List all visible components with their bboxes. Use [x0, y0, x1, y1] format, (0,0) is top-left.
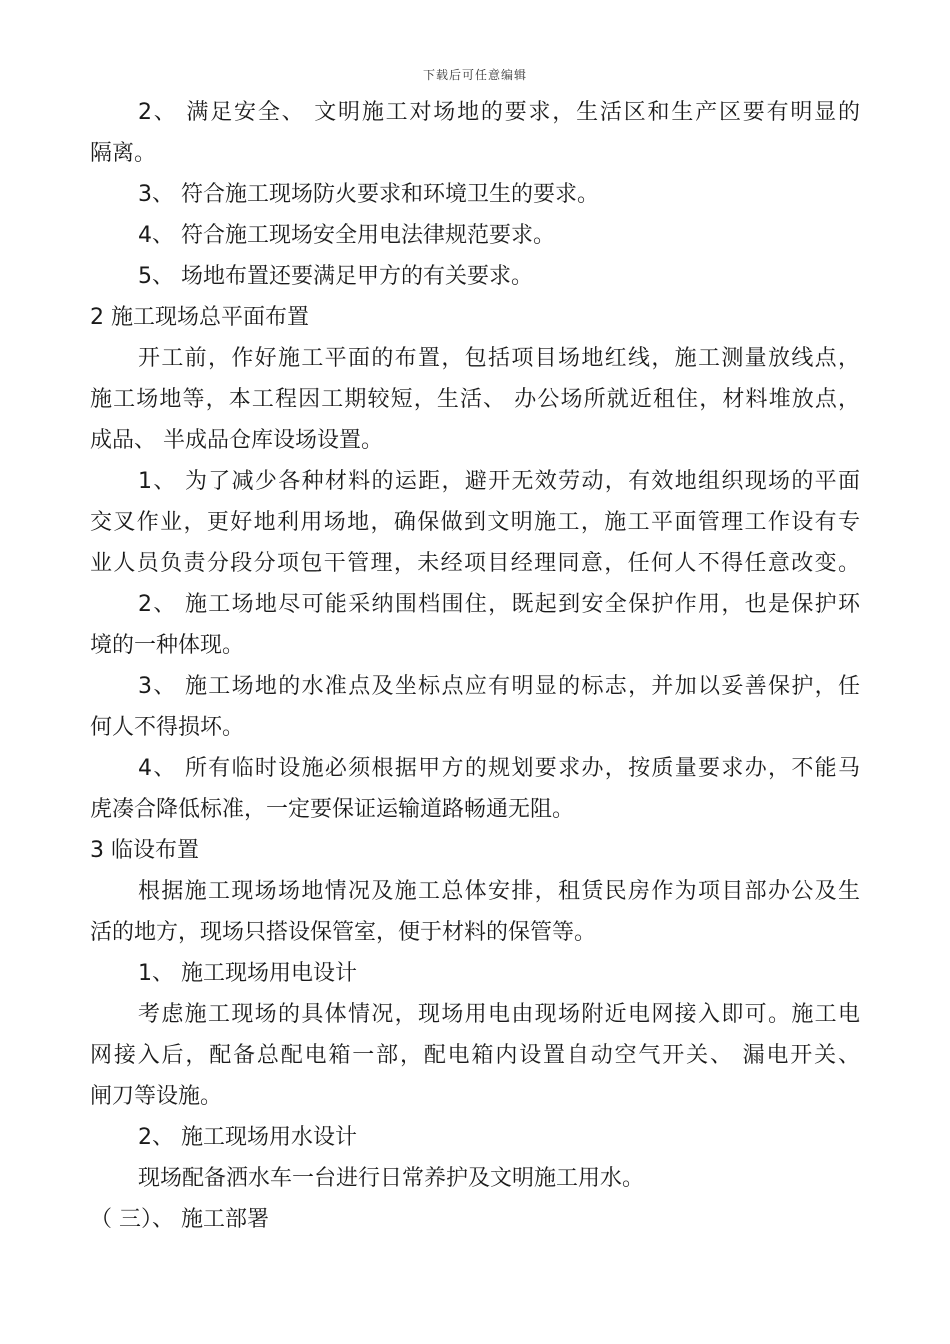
- text-line: 施工场地等，本工程因工期较短，生活、 办公场所就近租住，材料堆放点，: [90, 387, 860, 412]
- text-line: 活的地方，现场只搭设保管室，便于材料的保管等。: [90, 920, 597, 945]
- text-line: 1、 为了减少各种材料的运距，避开无效劳动，有效地组织现场的平面: [138, 469, 860, 494]
- text-line: 3 临设布置: [90, 838, 199, 863]
- text-line: 网接入后，配备总配电箱一部，配电箱内设置自动空气开关、 漏电开关、: [90, 1043, 860, 1068]
- text-line: 2、 施工场地尽可能采纳围档围住，既起到安全保护作用，也是保护环: [138, 592, 860, 617]
- text-line: 交叉作业，更好地利用场地，确保做到文明施工，施工平面管理工作设有专: [90, 510, 860, 535]
- text-line: 3、 施工场地的水准点及坐标点应有明显的标志，并加以妥善保护，任: [138, 674, 860, 699]
- page-header: 下载后可任意编辑: [422, 68, 527, 82]
- text-line: 业人员负责分段分项包干管理，未经项目经理同意，任何人不得任意改变。: [90, 551, 860, 576]
- text-line: 4、 所有临时设施必须根据甲方的规划要求办，按质量要求办，不能马: [138, 756, 860, 781]
- text-line: 何人不得损坏。: [90, 715, 245, 740]
- text-line: 2、 施工现场用水设计: [138, 1125, 357, 1150]
- text-line: 2、 满足安全、 文明施工对场地的要求，生活区和生产区要有明显的: [138, 100, 860, 125]
- text-line: 3、 符合施工现场防火要求和环境卫生的要求。: [138, 182, 599, 207]
- text-line: 5、 场地布置还要满足甲方的有关要求。: [138, 264, 533, 289]
- text-line: 闸刀等设施。: [90, 1084, 223, 1109]
- text-line: 隔离。: [90, 141, 157, 166]
- text-line: 考虑施工现场的具体情况，现场用电由现场附近电网接入即可。施工电: [138, 1002, 860, 1027]
- text-line: 现场配备洒水车一台进行日常养护及文明施工用水。: [138, 1166, 645, 1191]
- text-line: 1、 施工现场用电设计: [138, 961, 357, 986]
- text-line: 2 施工现场总平面布置: [90, 305, 309, 330]
- text-line: 虎凑合降低标准，一定要保证运输道路畅通无阻。: [90, 797, 575, 822]
- document-body: [90, 92, 860, 1240]
- text-line: 境的一种体现。: [90, 633, 245, 658]
- text-line: 4、 符合施工现场安全用电法律规范要求。: [138, 223, 555, 248]
- text-line: 开工前，作好施工平面的布置，包括项目场地红线，施工测量放线点，: [138, 346, 860, 371]
- text-line: 成品、 半成品仓库设场设置。: [90, 428, 383, 453]
- text-line: （ 三）、 施工部署: [90, 1207, 269, 1232]
- text-line: 根据施工现场场地情况及施工总体安排，租赁民房作为项目部办公及生: [138, 879, 860, 904]
